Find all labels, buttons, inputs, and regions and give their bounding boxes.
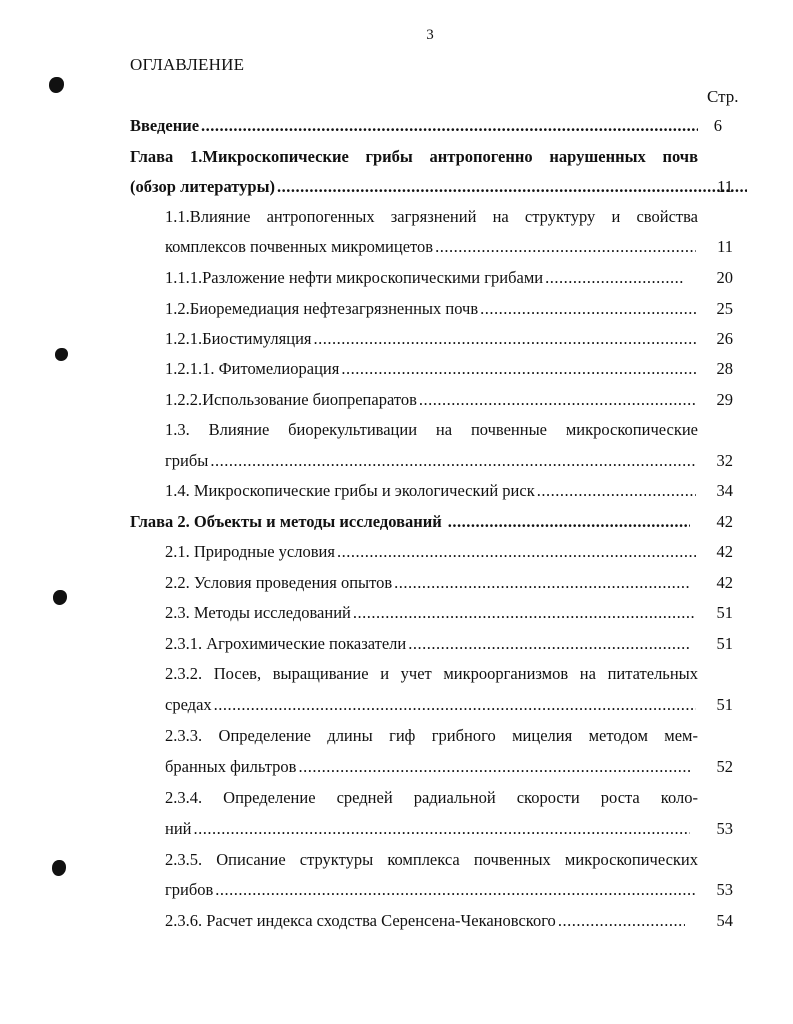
toc-entry-text: 1.2.1.Биостимуляция [165,329,312,348]
toc-entry-page: 11 [717,177,733,196]
toc-entry-text: 1.4. Микроскопические грибы и экологический риск [165,481,535,500]
toc-entry-page: 54 [716,911,733,930]
toc-entry-text: 1.3. Влияние биорекультивации на почвенные микроскопические [165,420,698,439]
toc-entry-page: 28 [716,359,733,378]
toc-entry-page: 51 [716,695,733,714]
toc-entry-page: 32 [716,451,733,470]
toc-entry-text: (обзор литературы) [130,177,275,196]
toc-entry-text: 1.1.Влияние антропогенных загрязнений на структуру и свойства [165,207,698,226]
toc-entry-page: 29 [716,390,733,409]
toc-entry-text: 1.2.2.Использование биопрепаратов [165,390,417,409]
toc-entry-text: бранных фильтров [165,757,297,776]
toc-entry-page: 26 [716,329,733,348]
toc-entry-text: грибы [165,451,209,470]
toc-entry-text: комплексов почвенных микромицетов [165,237,434,256]
toc-entry-page: 11 [717,237,733,256]
toc-entry-text: средах [165,695,212,714]
toc-entry-text: 2.2. Условия проведения опытов [165,573,393,592]
toc-entry-page: 51 [716,603,733,622]
toc-entry-text: грибов [165,880,214,899]
toc-entry-text: 2.1. Природные условия [165,542,335,561]
toc-entry-text: ний [165,819,192,838]
toc-entry-text: 2.3.1. Агрохимические показатели [165,634,407,653]
toc-entry-text: 2.3.4. Определение средней радиальной скорости роста коло- [165,788,698,807]
toc-entry-page: 34 [716,481,733,500]
toc-title: ОГЛАВЛЕНИЕ [130,55,245,74]
scan-blot [52,860,66,876]
toc-entry-text: 2.3. Методы исследований [165,603,351,622]
toc-entry-text: 1.2.Биоремедиация нефтезагрязненных почв [165,299,479,318]
page-column-header: Стр. [707,87,739,106]
toc-entry-text: Введение [130,116,200,135]
toc-entry-page: 52 [716,757,733,776]
toc-entry-page: 42 [716,573,733,592]
toc-entry-page: 51 [716,634,733,653]
scan-blot [53,590,67,605]
toc-entry-page: 53 [716,819,733,838]
scan-blot [55,348,68,361]
toc-entry-text: Глава 2. Объекты и методы исследований [130,512,442,531]
toc-entry-text: 2.3.6. Расчет индекса сходства Серенсена-Чекановского [165,911,556,930]
toc-entry-page: 20 [716,268,733,287]
page-number: 3 [426,27,434,43]
toc-entry-page: 42 [716,542,733,561]
toc-entry-page: 42 [716,512,733,531]
scan-blot [49,77,64,93]
toc-entry-text: Глава 1.Микроскопические грибы антропогенно нарушенных почв [130,147,698,166]
toc-entry-page: 25 [716,299,733,318]
toc-entry-page: 6 [713,116,722,135]
toc-entry-text: 2.3.3. Определение длины гиф грибного мицелия методом мем- [165,726,698,745]
toc-entry-text: 2.3.2. Посев, выращивание и учет микроорганизмов на питательных [165,664,698,683]
toc-entry-text: 1.1.1.Разложение нефти микроскопическими грибами [165,268,544,287]
toc-entry-text: 2.3.5. Описание структуры комплекса почвенных микроскопических [165,850,698,869]
toc-entry-text: 1.2.1.1. Фитомелиорация [165,359,340,378]
toc-entry-page: 53 [716,880,733,899]
